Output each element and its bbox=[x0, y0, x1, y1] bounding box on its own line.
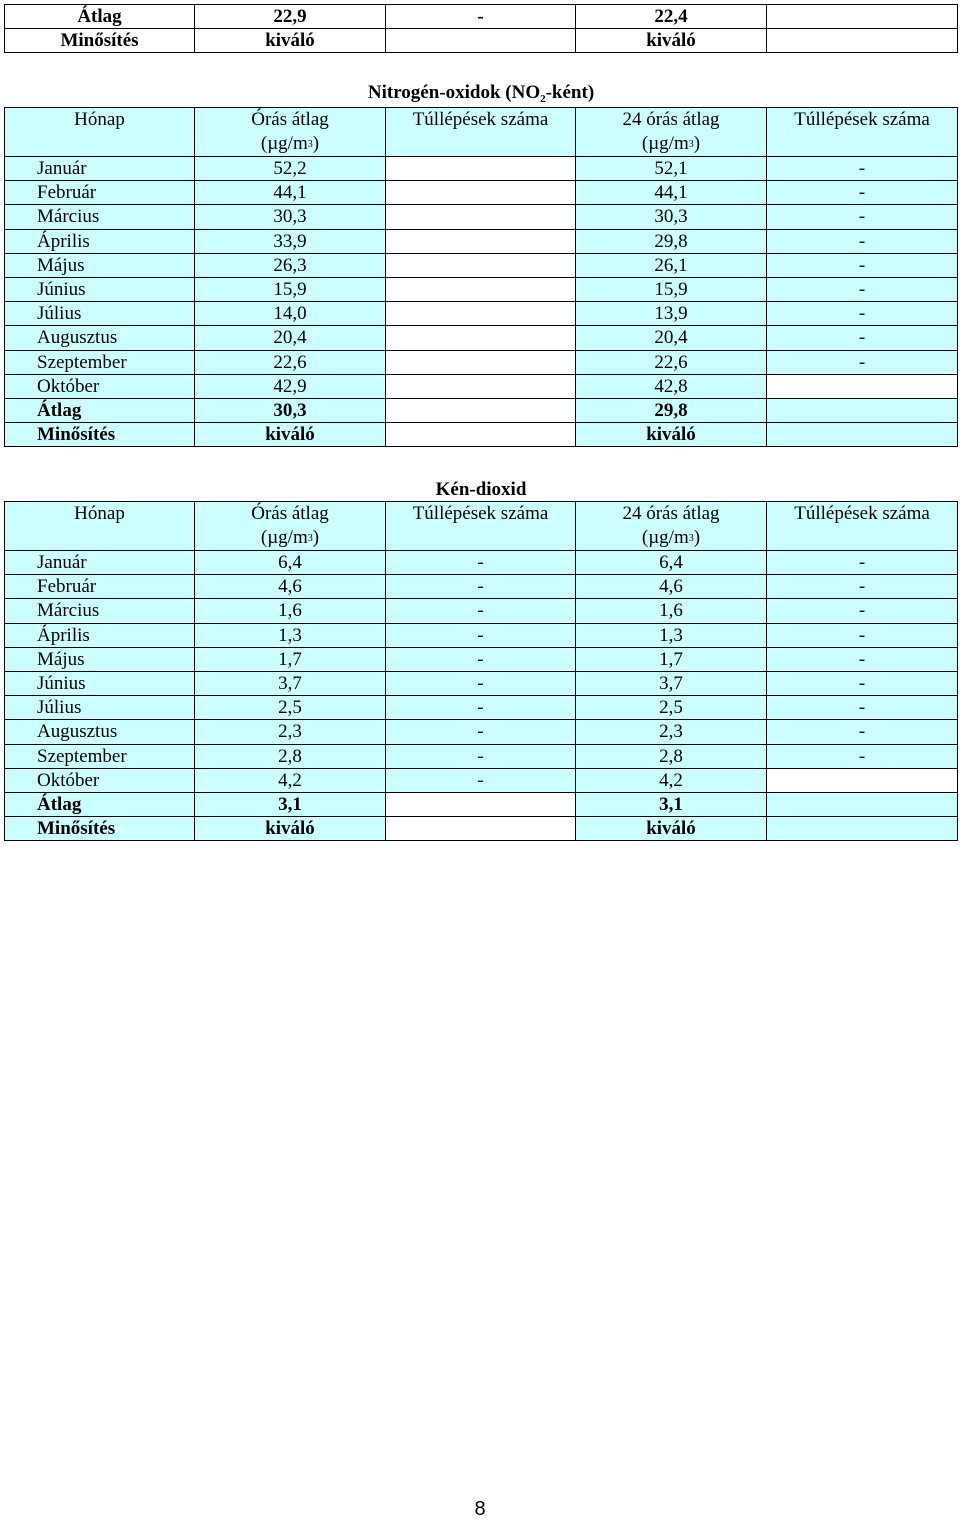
hourly-avg-cell: 4,2 bbox=[195, 768, 386, 792]
hourly-avg-cell: 15,9 bbox=[195, 277, 386, 301]
daily-avg-cell: kiváló bbox=[576, 423, 767, 447]
exceedance-cell: - bbox=[767, 229, 958, 253]
summary-row-rating bbox=[5, 29, 958, 53]
exceedance-cell: - bbox=[767, 720, 958, 744]
table-row bbox=[5, 647, 958, 671]
table-title: Kén-dioxid bbox=[5, 474, 958, 502]
hourly-avg-cell: 2,3 bbox=[195, 720, 386, 744]
daily-avg-cell: 29,8 bbox=[576, 398, 767, 422]
table-row bbox=[5, 575, 958, 599]
daily-avg-cell: 3,1 bbox=[576, 792, 767, 816]
summary-row-rating bbox=[5, 817, 958, 841]
exceedance-cell bbox=[767, 29, 958, 53]
summary-row-average bbox=[5, 398, 958, 422]
exceedance-cell: - bbox=[767, 551, 958, 575]
row-label: Átlag bbox=[5, 5, 195, 29]
exceedance-cell bbox=[767, 768, 958, 792]
hourly-avg-cell: 42,9 bbox=[195, 374, 386, 398]
exceedance-cell: - bbox=[767, 253, 958, 277]
hourly-avg-cell: 4,6 bbox=[195, 575, 386, 599]
table-row bbox=[5, 623, 958, 647]
exceedance-cell bbox=[386, 374, 576, 398]
hourly-avg-cell: 52,2 bbox=[195, 157, 386, 181]
hourly-avg-cell: 2,5 bbox=[195, 696, 386, 720]
exceedance-cell: - bbox=[767, 350, 958, 374]
exceedance-cell: - bbox=[767, 671, 958, 695]
table-row bbox=[5, 599, 958, 623]
exceedance-cell bbox=[386, 277, 576, 301]
exceedance-cell bbox=[767, 398, 958, 422]
hourly-avg-cell: kiváló bbox=[195, 29, 386, 53]
hourly-avg-cell: 2,8 bbox=[195, 744, 386, 768]
month-cell: Augusztus bbox=[5, 326, 195, 350]
table-row bbox=[5, 696, 958, 720]
table-row bbox=[5, 277, 958, 301]
exceedance-cell bbox=[767, 5, 958, 29]
row-label: Minősítés bbox=[5, 817, 195, 841]
exceedance-cell: - bbox=[386, 551, 576, 575]
table-row bbox=[5, 768, 958, 792]
exceedance-cell bbox=[767, 817, 958, 841]
table-title: Nitrogén-oxidok $(NO_2-ként)$ bbox=[5, 78, 958, 108]
row-label: Minősítés bbox=[5, 29, 195, 53]
daily-avg-cell: 42,8 bbox=[576, 374, 767, 398]
exceedance-cell bbox=[386, 181, 576, 205]
table-row bbox=[5, 374, 958, 398]
summary-row-rating bbox=[5, 423, 958, 447]
exceedance-cell bbox=[767, 792, 958, 816]
daily-avg-cell: 20,4 bbox=[576, 326, 767, 350]
hourly-avg-cell: 20,4 bbox=[195, 326, 386, 350]
month-cell: Január bbox=[5, 551, 195, 575]
exceedance-cell bbox=[386, 29, 576, 53]
hourly-avg-cell: 3,1 bbox=[195, 792, 386, 816]
column-header-row bbox=[5, 502, 958, 551]
hourly-avg-cell: 22,9 bbox=[195, 5, 386, 29]
month-cell: Június bbox=[5, 671, 195, 695]
exceedance-cell: - bbox=[386, 696, 576, 720]
month-cell: Január bbox=[5, 157, 195, 181]
exceedance-cell: - bbox=[767, 599, 958, 623]
header-daily-avg: 24 órás átlag $(\mu g/m^3)$ bbox=[576, 108, 767, 157]
hourly-avg-cell: 44,1 bbox=[195, 181, 386, 205]
exceedance-cell: - bbox=[767, 623, 958, 647]
table-row bbox=[5, 720, 958, 744]
daily-avg-cell: 1,6 bbox=[576, 599, 767, 623]
hourly-avg-cell: kiváló bbox=[195, 817, 386, 841]
header-hourly-avg: Órás átlag $(\mu g/m^3)$ bbox=[195, 502, 386, 551]
daily-avg-cell: 52,1 bbox=[576, 157, 767, 181]
month-cell: Február bbox=[5, 575, 195, 599]
daily-avg-cell: 13,9 bbox=[576, 302, 767, 326]
exceedance-cell: - bbox=[386, 744, 576, 768]
month-cell: Február bbox=[5, 181, 195, 205]
no2-table bbox=[4, 78, 958, 447]
hourly-avg-cell: 1,6 bbox=[195, 599, 386, 623]
hourly-avg-cell: 33,9 bbox=[195, 229, 386, 253]
hourly-avg-cell: 30,3 bbox=[195, 398, 386, 422]
header-exceedances: Túllépések száma bbox=[386, 108, 576, 157]
daily-avg-cell: 2,5 bbox=[576, 696, 767, 720]
hourly-avg-cell: 6,4 bbox=[195, 551, 386, 575]
header-daily-avg: 24 órás átlag $(\mu g/m^3)$ bbox=[576, 502, 767, 551]
exceedance-cell: - bbox=[767, 205, 958, 229]
row-label: Átlag bbox=[5, 792, 195, 816]
row-label: Átlag bbox=[5, 398, 195, 422]
hourly-avg-cell: kiváló bbox=[195, 423, 386, 447]
exceedance-cell: - bbox=[767, 575, 958, 599]
daily-avg-cell: 30,3 bbox=[576, 205, 767, 229]
hourly-avg-cell: 22,6 bbox=[195, 350, 386, 374]
month-cell: Szeptember bbox=[5, 744, 195, 768]
table-row bbox=[5, 157, 958, 181]
exceedance-cell bbox=[386, 229, 576, 253]
daily-avg-cell: 4,2 bbox=[576, 768, 767, 792]
so2-table bbox=[4, 474, 958, 841]
exceedance-cell bbox=[767, 374, 958, 398]
exceedance-cell: - bbox=[767, 181, 958, 205]
hourly-avg-cell: 3,7 bbox=[195, 671, 386, 695]
table-row bbox=[5, 551, 958, 575]
exceedance-cell bbox=[386, 253, 576, 277]
exceedance-cell: - bbox=[386, 647, 576, 671]
daily-avg-cell: 15,9 bbox=[576, 277, 767, 301]
month-cell: Július bbox=[5, 302, 195, 326]
exceedance-cell: - bbox=[386, 575, 576, 599]
table-row bbox=[5, 326, 958, 350]
exceedance-cell bbox=[386, 302, 576, 326]
month-cell: Április bbox=[5, 229, 195, 253]
exceedance-cell: - bbox=[386, 599, 576, 623]
header-month: Hónap bbox=[5, 502, 195, 551]
column-header-row bbox=[5, 108, 958, 157]
daily-avg-cell: 29,8 bbox=[576, 229, 767, 253]
month-cell: Október bbox=[5, 374, 195, 398]
exceedance-cell: - bbox=[386, 768, 576, 792]
exceedance-cell bbox=[386, 792, 576, 816]
daily-avg-cell: 6,4 bbox=[576, 551, 767, 575]
daily-avg-cell: 26,1 bbox=[576, 253, 767, 277]
top-summary-table bbox=[4, 4, 958, 53]
month-cell: Március bbox=[5, 599, 195, 623]
daily-avg-cell: kiváló bbox=[576, 29, 767, 53]
exceedance-cell: - bbox=[767, 277, 958, 301]
row-label: Minősítés bbox=[5, 423, 195, 447]
exceedance-cell: - bbox=[386, 671, 576, 695]
header-exceedances: Túllépések száma bbox=[767, 108, 958, 157]
table-row bbox=[5, 350, 958, 374]
month-cell: Július bbox=[5, 696, 195, 720]
table-row bbox=[5, 253, 958, 277]
hourly-avg-cell: 14,0 bbox=[195, 302, 386, 326]
hourly-avg-cell: 26,3 bbox=[195, 253, 386, 277]
exceedance-cell bbox=[767, 423, 958, 447]
daily-avg-cell: 2,8 bbox=[576, 744, 767, 768]
daily-avg-cell: 3,7 bbox=[576, 671, 767, 695]
summary-row-average bbox=[5, 792, 958, 816]
hourly-avg-cell: 1,3 bbox=[195, 623, 386, 647]
header-exceedances: Túllépések száma bbox=[386, 502, 576, 551]
daily-avg-cell: 44,1 bbox=[576, 181, 767, 205]
exceedance-cell: - bbox=[767, 302, 958, 326]
exceedance-cell: - bbox=[767, 647, 958, 671]
table-title-row bbox=[5, 78, 958, 108]
exceedance-cell: - bbox=[386, 720, 576, 744]
table-row bbox=[5, 181, 958, 205]
page-number: 8 bbox=[474, 1498, 486, 1520]
exceedance-cell: - bbox=[767, 744, 958, 768]
exceedance-cell bbox=[386, 205, 576, 229]
daily-avg-cell: kiváló bbox=[576, 817, 767, 841]
table-title-row bbox=[5, 474, 958, 502]
exceedance-cell bbox=[386, 817, 576, 841]
table-row bbox=[5, 229, 958, 253]
month-cell: Szeptember bbox=[5, 350, 195, 374]
exceedance-cell: - bbox=[767, 326, 958, 350]
exceedance-cell: - bbox=[386, 5, 576, 29]
exceedance-cell bbox=[386, 350, 576, 374]
table-row bbox=[5, 671, 958, 695]
daily-avg-cell: 1,3 bbox=[576, 623, 767, 647]
daily-avg-cell: 1,7 bbox=[576, 647, 767, 671]
month-cell: Június bbox=[5, 277, 195, 301]
daily-avg-cell: 22,4 bbox=[576, 5, 767, 29]
exceedance-cell bbox=[386, 398, 576, 422]
header-exceedances: Túllépések száma bbox=[767, 502, 958, 551]
header-hourly-avg: Órás átlag $(\mu g/m^3)$ bbox=[195, 108, 386, 157]
month-cell: Augusztus bbox=[5, 720, 195, 744]
month-cell: Április bbox=[5, 623, 195, 647]
header-month: Hónap bbox=[5, 108, 195, 157]
exceedance-cell: - bbox=[386, 623, 576, 647]
daily-avg-cell: 2,3 bbox=[576, 720, 767, 744]
month-cell: Május bbox=[5, 647, 195, 671]
month-cell: Október bbox=[5, 768, 195, 792]
exceedance-cell: - bbox=[767, 157, 958, 181]
table-row bbox=[5, 205, 958, 229]
hourly-avg-cell: 1,7 bbox=[195, 647, 386, 671]
exceedance-cell bbox=[386, 157, 576, 181]
table-row bbox=[5, 744, 958, 768]
summary-row-average bbox=[5, 5, 958, 29]
month-cell: Május bbox=[5, 253, 195, 277]
table-row bbox=[5, 302, 958, 326]
exceedance-cell bbox=[386, 423, 576, 447]
exceedance-cell: - bbox=[767, 696, 958, 720]
daily-avg-cell: 4,6 bbox=[576, 575, 767, 599]
daily-avg-cell: 22,6 bbox=[576, 350, 767, 374]
month-cell: Március bbox=[5, 205, 195, 229]
exceedance-cell bbox=[386, 326, 576, 350]
hourly-avg-cell: 30,3 bbox=[195, 205, 386, 229]
